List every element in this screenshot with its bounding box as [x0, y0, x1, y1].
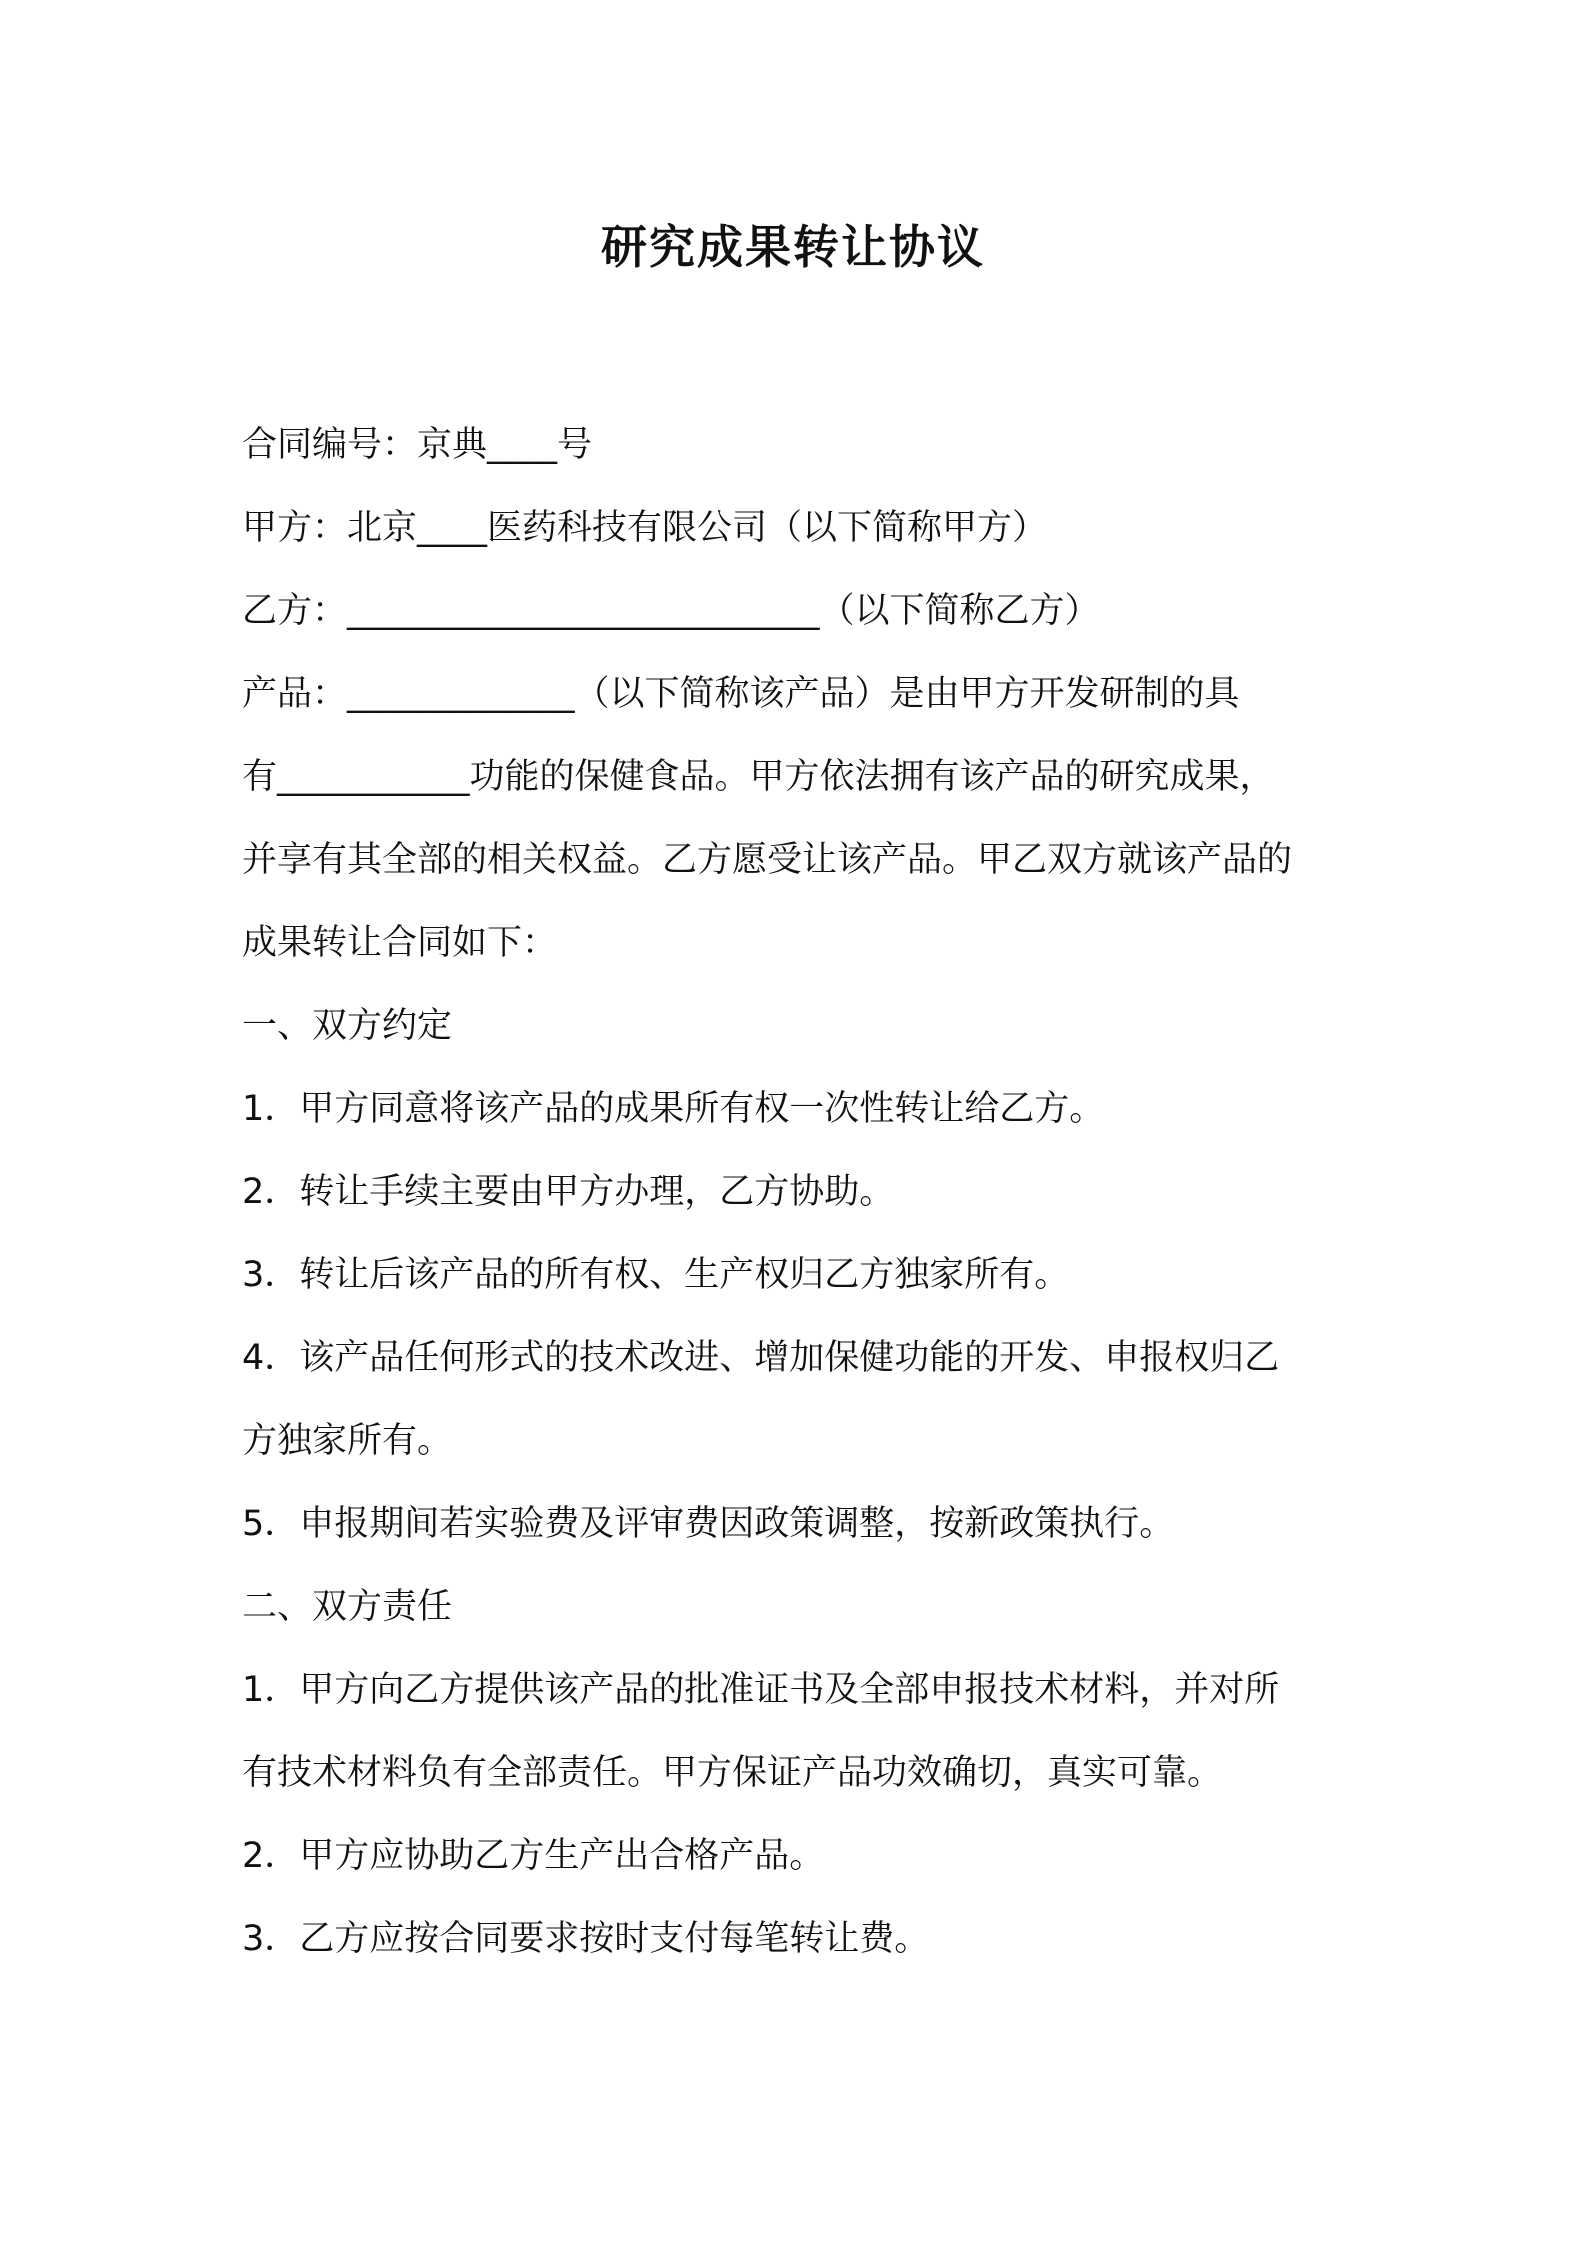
clause-line: 2．甲方应协助乙方生产出合格产品。 [242, 1836, 825, 1876]
document-body [242, 404, 1357, 1981]
paragraph-line: 有___________功能的保健食品。甲方依法拥有该产品的研究成果， [242, 757, 1275, 797]
paragraph-line: 并享有其全部的相关权益。乙方愿受让该产品。甲乙双方就该产品的 [242, 840, 1293, 880]
clause-line: 有技术材料负有全部责任。甲方保证产品功效确切，真实可靠。 [242, 1753, 1223, 1793]
section-heading: 一、双方约定 [242, 1006, 453, 1046]
paragraph-line: 成果转让合同如下： [242, 923, 558, 963]
party-b-line: 乙方：___________________________（以下简称乙方） [242, 591, 1100, 631]
contract-number-line: 合同编号：京典____号 [242, 425, 593, 465]
clause-line: 方独家所有。 [242, 1421, 453, 1461]
clause-line: 1．甲方向乙方提供该产品的批准证书及全部申报技术材料，并对所 [242, 1670, 1280, 1710]
clause-line: 2．转让手续主要由甲方办理，乙方协助。 [242, 1172, 895, 1212]
clause-line: 5．申报期间若实验费及评审费因政策调整，按新政策执行。 [242, 1504, 1175, 1544]
party-a-line: 甲方：北京____医药科技有限公司（以下简称甲方） [242, 508, 1048, 548]
clause-line: 1．甲方同意将该产品的成果所有权一次性转让给乙方。 [242, 1089, 1105, 1129]
clause-line: 3．乙方应按合同要求按时支付每笔转让费。 [242, 1919, 930, 1959]
product-line: 产品：_____________（以下简称该产品）是由甲方开发研制的具 [242, 674, 1240, 714]
clause-line: 4．该产品任何形式的技术改进、增加保健功能的开发、申报权归乙 [242, 1338, 1280, 1378]
section-heading: 二、双方责任 [242, 1587, 453, 1627]
clause-line: 3．转让后该产品的所有权、生产权归乙方独家所有。 [242, 1255, 1070, 1295]
document-title: 研究成果转让协议 [601, 220, 985, 274]
